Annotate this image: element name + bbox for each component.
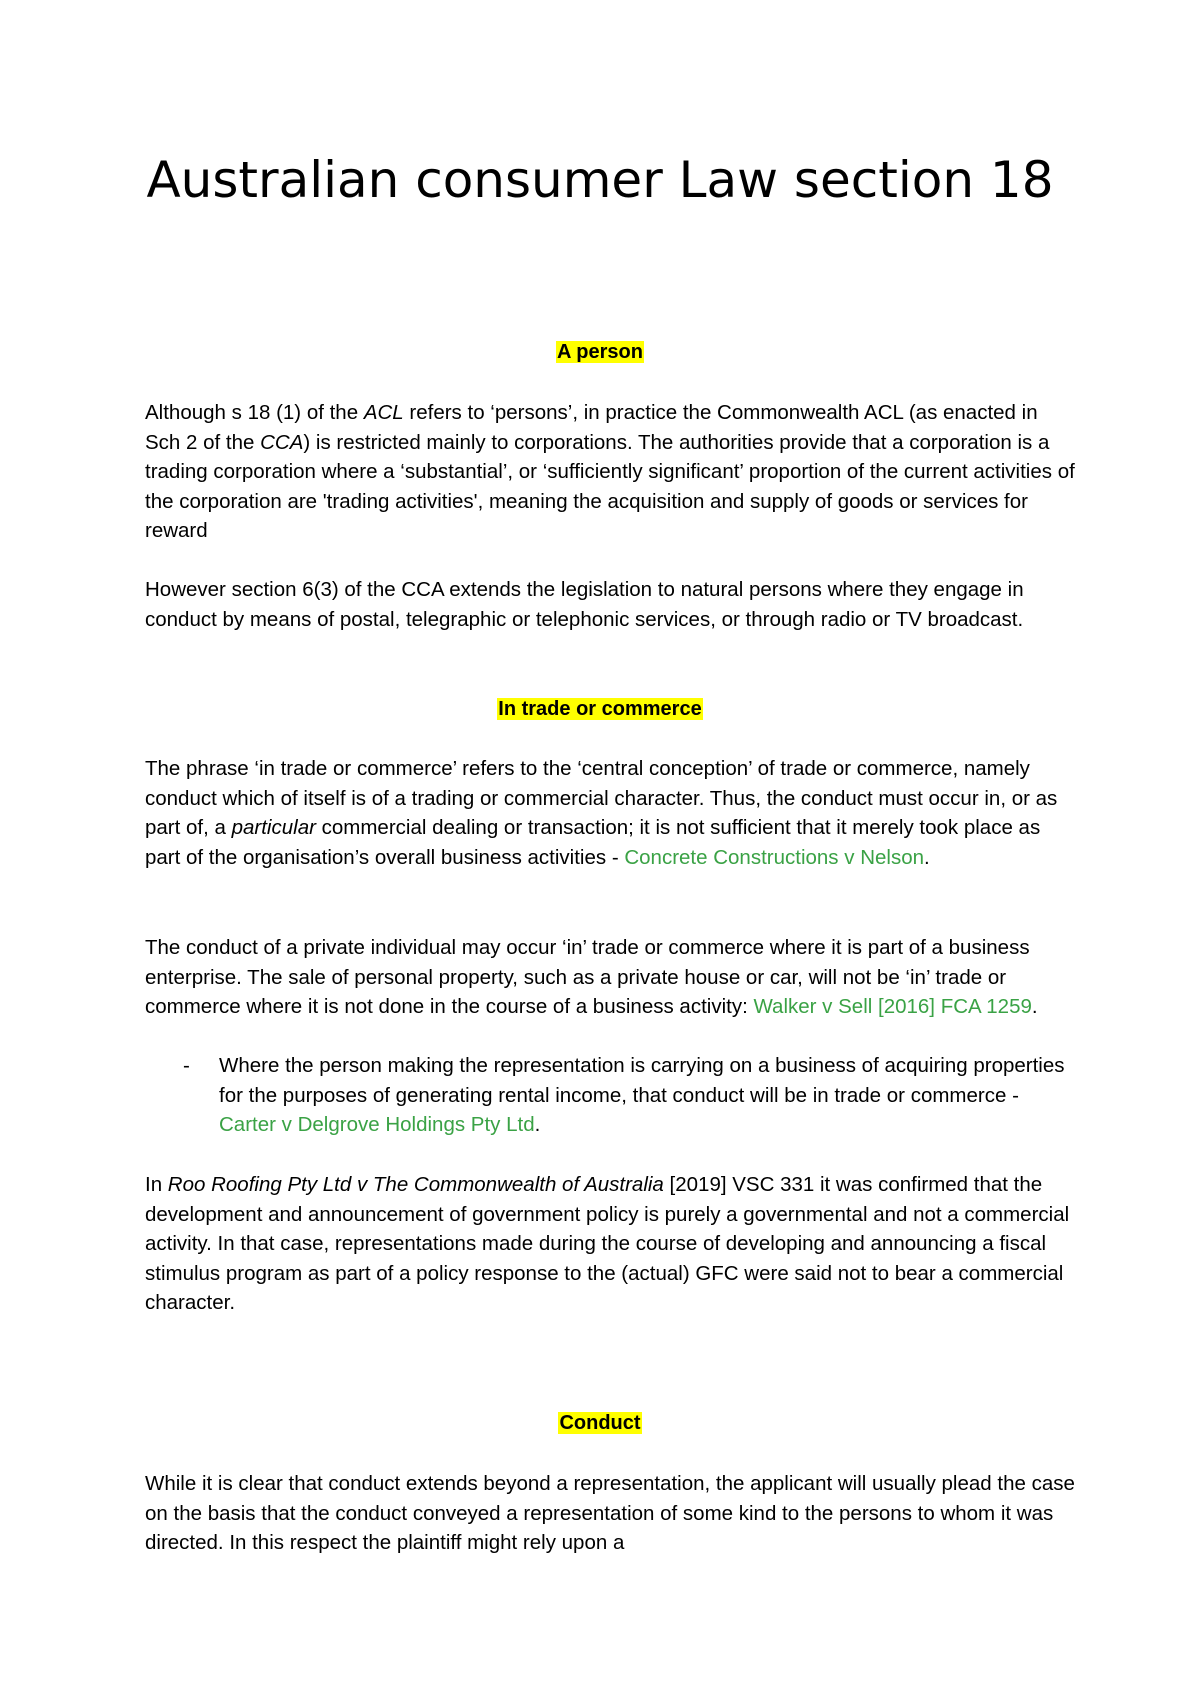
heading-a-person-highlight: A person xyxy=(557,341,643,363)
italic-cca: CCA xyxy=(260,430,304,454)
text-run: ) is restricted mainly to corporations. The authorities provide that a corporation is a trading corporation where a ‘substantial’, or ‘sufficiently significant’ proportion of the current activities of the corporation are 'trading activities', meaning the acquisition and supply of goods or services for reward xyxy=(145,430,1075,543)
paragraph-conduct: While it is clear that conduct extends beyond a representation, the applicant will usually plead the case on the basis that the conduct conveyed a representation of some kind to the persons to whom it was directed. In this respect the plaintiff might rely upon a xyxy=(145,1472,1075,1555)
text-run: Although s 18 (1) of the xyxy=(145,401,364,424)
case-carter-v-delgrove: Carter v Delgrove Holdings Pty Ltd xyxy=(219,1113,535,1137)
italic-acl: ACL xyxy=(363,401,404,424)
text-run: The phrase ‘in trade or commerce’ refers to the ‘central conception’ of trade or commerce, namely conduct which of itself is of a trading or commercial character. Thus, the conduct must occur in, or as part of, a xyxy=(145,757,1058,840)
case-walker-v-sell: Walker v Sell [2016] FCA 1259 xyxy=(753,995,1032,1019)
text-run: Where the person making the representation is carrying on a business of acquiring properties for the purposes of generating rental income, that conduct will be in trade or commerce - xyxy=(219,1054,1065,1107)
text-run: [2019] VSC 331 it was confirmed that the development and announcement of government policy is purely a governmental and not a commercial activity. In that case, representations made during the course of developing and announcing a fiscal stimulus program as part of a policy response to the (actual) GFC were said not to bear a commercial character. xyxy=(145,1173,1070,1315)
text-run: In xyxy=(145,1173,168,1196)
bullet-rental-income xyxy=(183,1051,1073,1140)
italic-particular: particular xyxy=(231,816,316,840)
heading-trade-commerce xyxy=(0,695,1200,723)
italic-roo-roofing: Roo Roofing Pty Ltd v The Commonwealth of Australia xyxy=(167,1173,664,1196)
heading-conduct xyxy=(0,1409,1200,1437)
case-concrete-constructions: Concrete Constructions v Nelson xyxy=(624,845,925,869)
paragraph-person-definition xyxy=(145,398,1075,546)
bullet-text xyxy=(219,1051,1073,1140)
page-title: Australian consumer Law section 18 xyxy=(146,151,1054,209)
text-run: . xyxy=(534,1113,541,1137)
paragraph-roo-roofing xyxy=(145,1170,1075,1318)
text-run: commercial dealing or transaction; it is not sufficient that it merely took place as part of the organisation’s overall business activities - xyxy=(145,816,1041,869)
text-run: refers to ‘persons’, in practice the Commonwealth ACL (as enacted in Sch 2 of the xyxy=(145,401,1038,454)
text-run: The conduct of a private individual may occur ‘in’ trade or commerce where it is part of a business enterprise. The sale of personal property, such as a private house or car, will not be ‘in’ trade or commerce where it is not done in the course of a business activity: xyxy=(145,936,1030,1019)
bullet-dash: - xyxy=(183,1054,190,1077)
paragraph-private-individual xyxy=(145,933,1075,1022)
paragraph-natural-persons: However section 6(3) of the CCA extends the legislation to natural persons where they engage in conduct by means of postal, telegraphic or telephonic services, or through radio or TV broadcast. xyxy=(145,578,1024,631)
heading-conduct-highlight: Conduct xyxy=(559,1412,641,1434)
text-run: . xyxy=(1031,995,1038,1019)
paragraph-central-conception xyxy=(145,754,1075,872)
text-run: . xyxy=(924,845,930,869)
heading-trade-commerce-highlight: In trade or commerce xyxy=(498,698,702,720)
heading-a-person xyxy=(0,338,1200,366)
